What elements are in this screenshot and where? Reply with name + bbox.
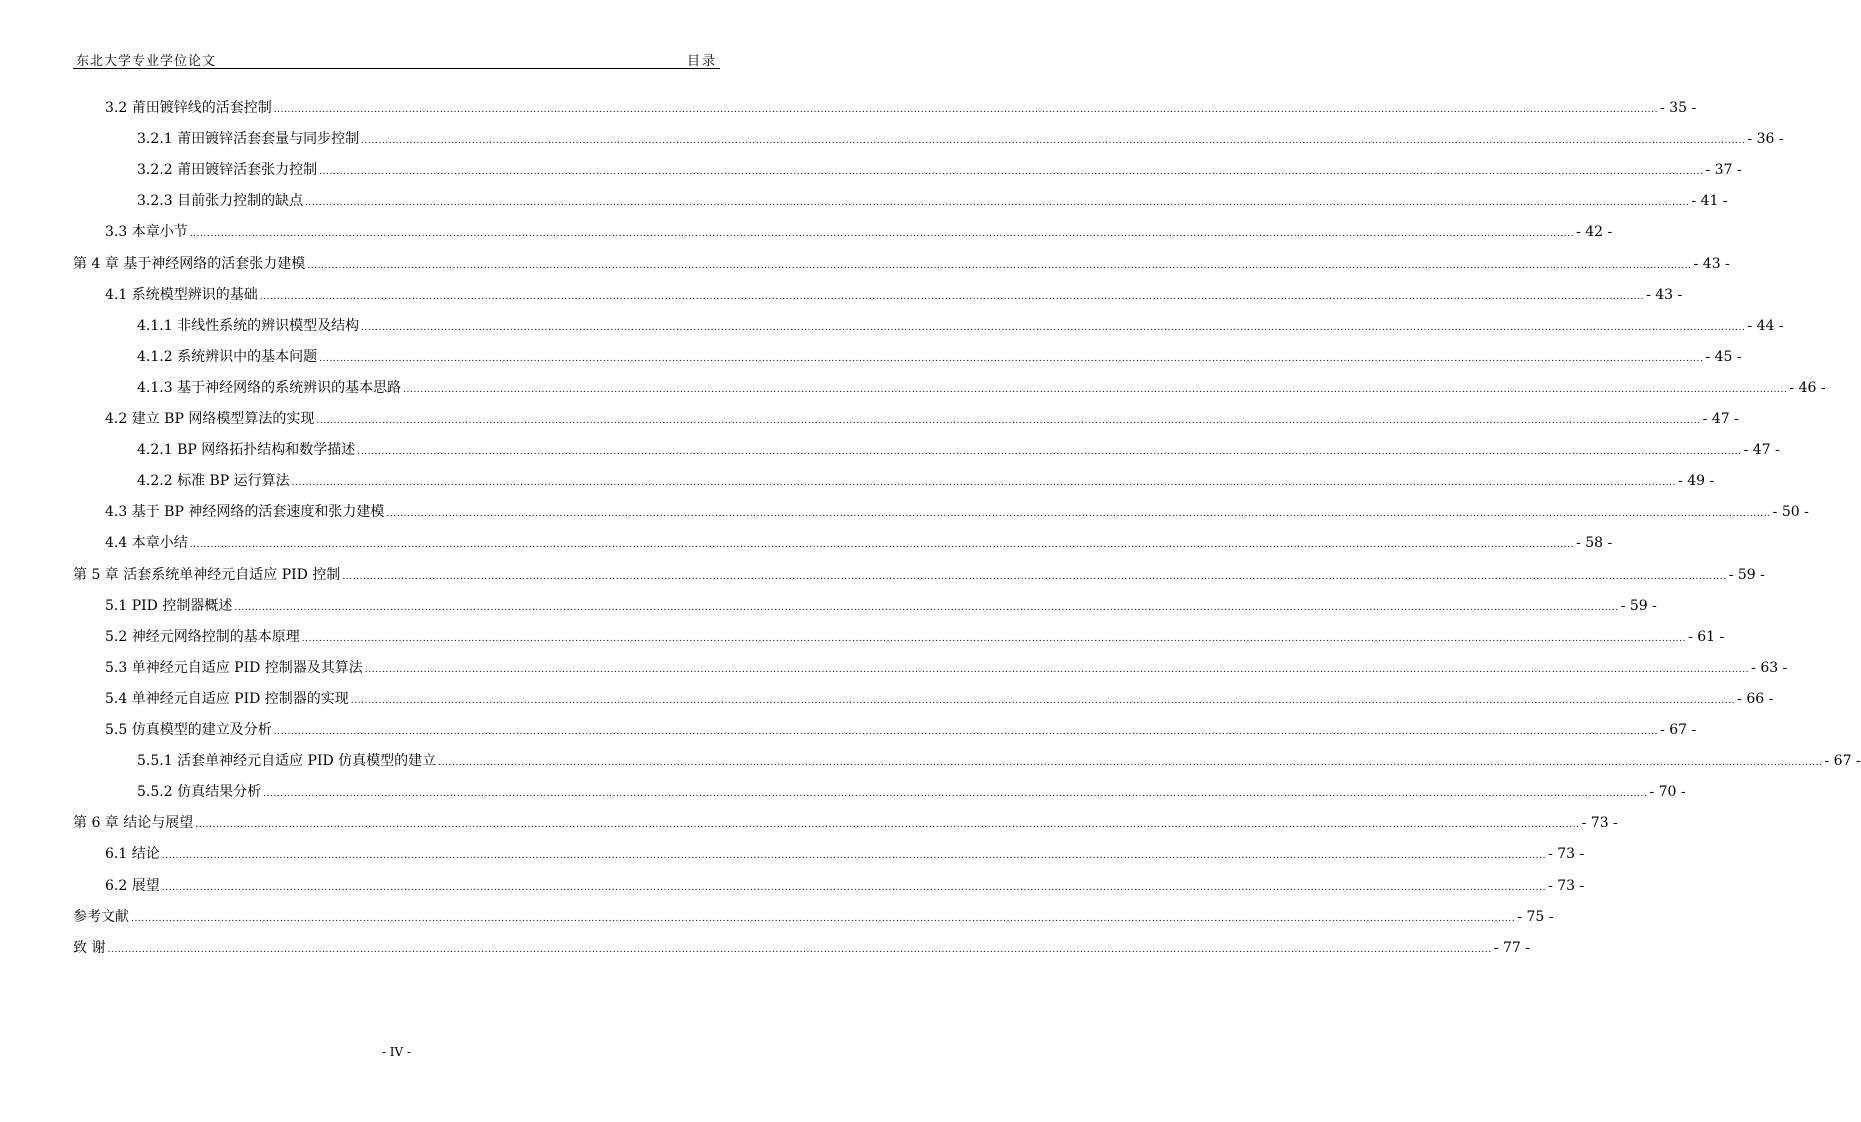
toc-leader-dots: ................................................................................................................................................................................................................................................................................................................................................................................................................	[361, 322, 1746, 333]
toc-entry-page: - 50 -	[1772, 504, 1809, 521]
toc-leader-dots: ................................................................................................................................................................................................................................................................................................................................................................................................................	[131, 913, 1516, 924]
toc-entry-title: 4.2.2 标准 BP 运行算法	[137, 473, 290, 490]
toc-entry-title: 致 谢	[73, 939, 106, 956]
toc-leader-dots: ................................................................................................................................................................................................................................................................................................................................................................................................................	[107, 944, 1492, 955]
toc-entry-title: 4.4 本章小结	[105, 535, 188, 552]
toc-entry-title: 第 6 章 结论与展望	[73, 815, 194, 832]
toc-entry-page: - 73 -	[1581, 815, 1618, 832]
toc-entry-title: 4.1 系统模型辨识的基础	[105, 286, 258, 303]
header-thesis-title: 东北大学专业学位论文	[76, 54, 217, 69]
toc-entry[interactable]	[73, 937, 1530, 959]
toc-entry-page: - 59 -	[1620, 597, 1657, 614]
toc-entry-page: - 36 -	[1747, 131, 1784, 148]
toc-entry-title: 5.5 仿真模型的建立及分析	[105, 722, 272, 738]
toc-leader-dots: ................................................................................................................................................................................................................................................................................................................................................................................................................	[364, 664, 1750, 675]
toc-leader-dots: ................................................................................................................................................................................................................................................................................................................................................................................................................	[438, 758, 1823, 769]
toc-entry[interactable]	[73, 564, 1765, 586]
toc-leader-dots: ................................................................................................................................................................................................................................................................................................................................................................................................................	[386, 509, 1771, 520]
toc-entry[interactable]	[105, 595, 1657, 617]
toc-entry-title: 6.2 展望	[105, 877, 160, 894]
toc-entry-page: - 49 -	[1678, 473, 1715, 490]
toc-leader-dots: ................................................................................................................................................................................................................................................................................................................................................................................................................	[301, 633, 1687, 644]
toc-entry-page: - 58 -	[1576, 535, 1613, 552]
toc-entry[interactable]	[105, 221, 1613, 243]
toc-leader-dots: ................................................................................................................................................................................................................................................................................................................................................................................................................	[273, 727, 1659, 737]
toc-entry[interactable]	[137, 190, 1728, 212]
toc-leader-dots: ................................................................................................................................................................................................................................................................................................................................................................................................................	[195, 820, 1580, 831]
toc-entry[interactable]	[73, 906, 1554, 928]
toc-entry-title: 5.4 单神经元自适应 PID 控制器的实现	[105, 690, 349, 707]
toc-leader-dots: ................................................................................................................................................................................................................................................................................................................................................................................................................	[234, 602, 1619, 613]
toc-leader-dots: ................................................................................................................................................................................................................................................................................................................................................................................................................	[305, 198, 1690, 209]
toc-entry-page: - 67 -	[1824, 753, 1861, 770]
toc-entry-page: - 47 -	[1743, 442, 1780, 459]
toc-entry[interactable]	[105, 532, 1613, 554]
toc-entry-page: - 59 -	[1728, 566, 1765, 583]
toc-leader-dots: ................................................................................................................................................................................................................................................................................................................................................................................................................	[357, 447, 1742, 458]
toc-leader-dots: ................................................................................................................................................................................................................................................................................................................................................................................................................	[259, 291, 1645, 302]
toc-entry-page: - 46 -	[1789, 379, 1826, 396]
toc-entry[interactable]	[137, 750, 1861, 772]
page-number: - IV -	[381, 1045, 412, 1059]
toc-entry-page: - 70 -	[1649, 784, 1686, 801]
page-header	[73, 48, 720, 69]
toc-entry[interactable]	[73, 812, 1618, 834]
toc-entry[interactable]	[105, 501, 1809, 523]
toc-leader-dots: ................................................................................................................................................................................................................................................................................................................................................................................................................	[189, 540, 1575, 551]
toc-entry-title: 5.5.2 仿真结果分析	[137, 784, 262, 801]
toc-entry-page: - 43 -	[1693, 255, 1730, 272]
toc-entry-page: - 73 -	[1548, 877, 1585, 894]
toc-leader-dots: ................................................................................................................................................................................................................................................................................................................................................................................................................	[291, 478, 1677, 489]
toc-entry[interactable]	[137, 377, 1826, 399]
toc-entry-title: 3.2.3 目前张力控制的缺点	[137, 193, 304, 210]
toc-entry[interactable]	[137, 159, 1742, 181]
toc-entry[interactable]	[105, 626, 1725, 648]
header-section-title: 目录	[686, 54, 717, 69]
toc-entry-page: - 73 -	[1548, 846, 1585, 863]
toc-entry-title: 4.2.1 BP 网络拓扑结构和数学描述	[137, 442, 356, 459]
toc-leader-dots: ................................................................................................................................................................................................................................................................................................................................................................................................................	[189, 229, 1575, 240]
toc-entry-title: 5.1 PID 控制器概述	[105, 597, 233, 614]
toc-entry[interactable]	[105, 875, 1585, 897]
toc-entry-title: 4.1.3 基于神经网络的系统辨识的基本思路	[137, 379, 402, 396]
toc-leader-dots: ................................................................................................................................................................................................................................................................................................................................................................................................................	[161, 882, 1547, 893]
toc-entry-title: 3.2.2 莆田镀锌活套张力控制	[137, 162, 318, 179]
toc-leader-dots: ................................................................................................................................................................................................................................................................................................................................................................................................................	[307, 260, 1692, 271]
toc-entry[interactable]	[105, 97, 1697, 119]
toc-entry-page: - 42 -	[1576, 224, 1613, 241]
toc-entry[interactable]	[105, 719, 1697, 741]
toc-leader-dots: ................................................................................................................................................................................................................................................................................................................................................................................................................	[350, 695, 1736, 706]
toc-entry[interactable]	[137, 315, 1784, 337]
toc-entry[interactable]	[105, 284, 1683, 306]
toc-leader-dots: ................................................................................................................................................................................................................................................................................................................................................................................................................	[316, 416, 1701, 426]
toc-entry-title: 4.1.1 非线性系统的辨识模型及结构	[137, 317, 360, 334]
toc-entry-page: - 44 -	[1747, 317, 1784, 334]
toc-entry-title: 第 5 章 活套系统单神经元自适应 PID 控制	[73, 566, 341, 583]
toc-entry-page: - 35 -	[1660, 100, 1697, 116]
toc-entry-page: - 67 -	[1660, 722, 1697, 738]
toc-entry-title: 6.1 结论	[105, 846, 160, 863]
toc-entry-title: 参考文献	[73, 908, 129, 925]
toc-leader-dots: ................................................................................................................................................................................................................................................................................................................................................................................................................	[403, 384, 1788, 395]
toc-entry[interactable]	[137, 346, 1742, 368]
toc-entry-page: - 75 -	[1517, 908, 1554, 925]
toc-entry[interactable]	[137, 439, 1780, 461]
toc-entry-title: 4.3 基于 BP 神经网络的活套速度和张力建模	[105, 504, 385, 521]
toc-entry-title: 3.3 本章小节	[105, 224, 188, 241]
toc-entry-page: - 77 -	[1493, 939, 1530, 956]
toc-entry[interactable]	[105, 688, 1774, 710]
toc-entry-title: 3.2 莆田镀锌线的活套控制	[105, 100, 272, 116]
toc-entry-page: - 43 -	[1646, 286, 1683, 303]
toc-entry-page: - 45 -	[1705, 348, 1742, 365]
toc-entry-title: 5.2 神经元网络控制的基本原理	[105, 628, 300, 645]
toc-entry-title: 5.5.1 活套单神经元自适应 PID 仿真模型的建立	[137, 753, 437, 770]
toc-entry[interactable]	[105, 843, 1585, 865]
toc-leader-dots: ................................................................................................................................................................................................................................................................................................................................................................................................................	[319, 353, 1704, 364]
toc-entry-page: - 66 -	[1737, 690, 1774, 707]
toc-entry-page: - 47 -	[1702, 411, 1739, 427]
toc-entry[interactable]	[105, 408, 1739, 430]
toc-entry-title: 4.2 建立 BP 网络模型算法的实现	[105, 411, 315, 427]
toc-leader-dots: ................................................................................................................................................................................................................................................................................................................................................................................................................	[319, 167, 1704, 178]
toc-entry-page: - 61 -	[1688, 628, 1725, 645]
toc-entry[interactable]	[137, 781, 1686, 803]
toc-leader-dots: ................................................................................................................................................................................................................................................................................................................................................................................................................	[342, 571, 1727, 582]
toc-entry-page: - 41 -	[1691, 193, 1728, 210]
toc-entry[interactable]	[137, 128, 1784, 150]
toc-entry-title: 3.2.1 莆田镀锌活套套量与同步控制	[137, 131, 360, 148]
toc-entry-title: 4.1.2 系统辨识中的基本问题	[137, 348, 318, 365]
toc-leader-dots: ................................................................................................................................................................................................................................................................................................................................................................................................................	[273, 105, 1659, 115]
toc-leader-dots: ................................................................................................................................................................................................................................................................................................................................................................................................................	[161, 851, 1547, 862]
toc-leader-dots: ................................................................................................................................................................................................................................................................................................................................................................................................................	[263, 789, 1648, 800]
toc-entry-page: - 37 -	[1705, 162, 1742, 179]
toc-entry[interactable]	[105, 657, 1788, 679]
toc-leader-dots: ................................................................................................................................................................................................................................................................................................................................................................................................................	[361, 136, 1746, 147]
toc-entry-title: 第 4 章 基于神经网络的活套张力建模	[73, 255, 306, 272]
toc-entry[interactable]	[137, 470, 1715, 492]
toc-entry[interactable]	[73, 253, 1730, 275]
toc-entry-title: 5.3 单神经元自适应 PID 控制器及其算法	[105, 659, 363, 676]
toc-entry-page: - 63 -	[1751, 659, 1788, 676]
